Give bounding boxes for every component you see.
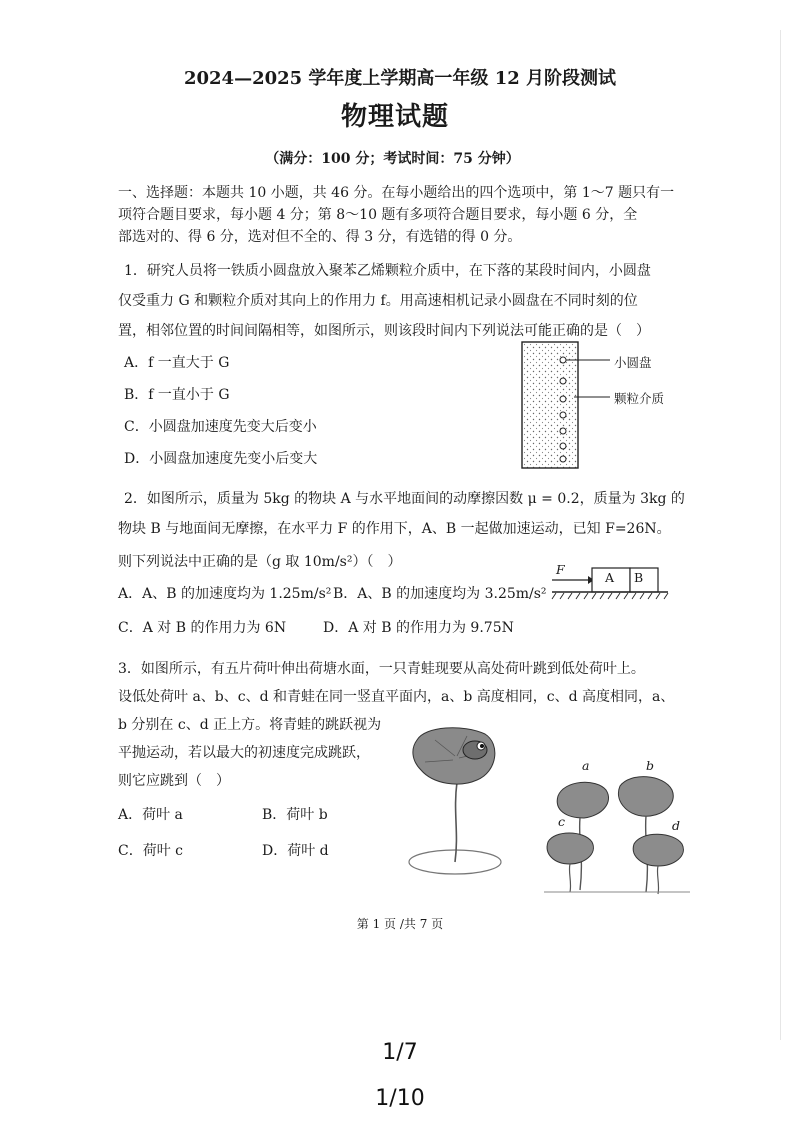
disc-position (560, 428, 566, 434)
section-instruction-line-1: 一、选择题：本题共 10 小题，共 46 分。在每小题给出的四个选项中，第 1～7 题只有一 (118, 185, 675, 201)
section-instruction-line-3: 部选对的、得 6 分，选对但不全的、得 3 分，有选错的得 0 分。 (118, 229, 522, 245)
q1-stem-line-3: 置，相邻位置的时间间隔相等，如图所示，则该段时间内下列说法可能正确的是（ ） (118, 323, 650, 339)
q1-option-b: B．f 一直小于 G (124, 387, 230, 403)
q2-option-d: D．A 对 B 的作用力为 9.75N (323, 620, 514, 636)
q3-stem-line-1: 3．如图所示，有五片荷叶伸出荷塘水面，一只青蛙现要从高处荷叶跳到低处荷叶上。 (118, 661, 645, 677)
q1-option-c: C．小圆盘加速度先变大后变小 (124, 419, 317, 435)
section-instruction-line-2: 项符合题目要求，每小题 4 分；第 8～10 题有多项符合题目要求，每小题 6 分，全 (118, 207, 638, 223)
q2-stem-line-2: 物块 B 与地面间无摩擦，在水平力 F 的作用下，A、B 一起做加速运动，已知 F=26N。 (118, 521, 671, 537)
q3-stem-line-5: 则它应跳到（ ） (118, 773, 230, 789)
q1-stem-line-1: 1．研究人员将一铁质小圆盘放入聚苯乙烯颗粒介质中，在下落的某段时间内，小圆盘 (124, 263, 651, 279)
q3-option-a: A．荷叶 a (118, 807, 183, 823)
q1-option-a: A．f 一直大于 G (124, 355, 230, 371)
lotus-stem (455, 782, 457, 862)
q3-stem-line-3: b 分别在 c、d 正上方。将青蛙的跳跃视为 (118, 717, 382, 733)
q1-label-medium: 颗粒介质 (614, 391, 665, 406)
q2-option-b: B．A、B 的加速度均为 3.25m/s² (333, 586, 547, 602)
q3-label-b: b (646, 758, 655, 773)
q2-stem-line-1: 2．如图所示，质量为 5kg 的物块 A 与水平地面间的动摩擦因数 μ = 0.2，质量为 3kg 的 (124, 491, 685, 507)
q2-label-force: F (556, 562, 565, 577)
exam-info: （满分：100 分；考试时间：75 分钟） (265, 151, 520, 167)
subject-title: 物理试题 (340, 102, 449, 132)
medium-column (522, 342, 578, 468)
q3-option-b: B．荷叶 b (262, 807, 328, 823)
q3-option-c: C．荷叶 c (118, 843, 184, 859)
disc-position (560, 443, 566, 449)
q1-option-d: D．小圆盘加速度先变小后变大 (124, 451, 318, 467)
q3-option-d: D．荷叶 d (262, 843, 329, 859)
frog-icon (463, 741, 487, 759)
q2-option-a: A．A、B 的加速度均为 1.25m/s² (118, 586, 332, 602)
disc-position (560, 396, 566, 402)
disc-position (560, 378, 566, 384)
disc-position (560, 357, 566, 363)
disc-position (560, 456, 566, 462)
page-footer: 第 1 页 /共 7 页 (356, 917, 444, 931)
q2-label-b: B (634, 570, 644, 585)
exam-title: 2024—2025 学年度上学期高一年级 12 月阶段测试 (183, 68, 617, 89)
q3-label-c: c (558, 814, 566, 829)
q3-label-a: a (582, 758, 590, 773)
q3-stem-line-4: 平抛运动，若以最大的初速度完成跳跃， (118, 745, 370, 761)
leaf-c (547, 833, 593, 892)
leaf-b (618, 777, 673, 892)
q2-stem-line-3: 则下列说法中正确的是（g 取 10m/s²）（ ） (118, 554, 402, 570)
page-counter: 1/7 (382, 1040, 418, 1065)
q1-stem-line-2: 仅受重力 G 和颗粒介质对其向上的作用力 f。用高速相机记录小圆盘在不同时刻的位 (118, 293, 638, 309)
q2-label-a: A (605, 570, 615, 585)
disc-position (560, 412, 566, 418)
q1-label-disc: 小圆盘 (614, 355, 652, 370)
q2-option-c: C．A 对 B 的作用力为 6N (118, 620, 287, 636)
q3-stem-line-2: 设低处荷叶 a、b、c、d 和青蛙在同一竖直平面内，a、b 高度相同，c、d 高度相同，a、 (118, 689, 675, 705)
image-counter: 1/10 (375, 1086, 425, 1111)
ground-hatching (552, 593, 668, 599)
q1-figure (520, 340, 620, 472)
q3-label-d: d (672, 818, 681, 833)
leaf-d (633, 834, 683, 894)
q3-frog-leaf-figure (405, 722, 515, 882)
q2-figure (548, 560, 672, 610)
scan-edge (780, 30, 781, 1040)
